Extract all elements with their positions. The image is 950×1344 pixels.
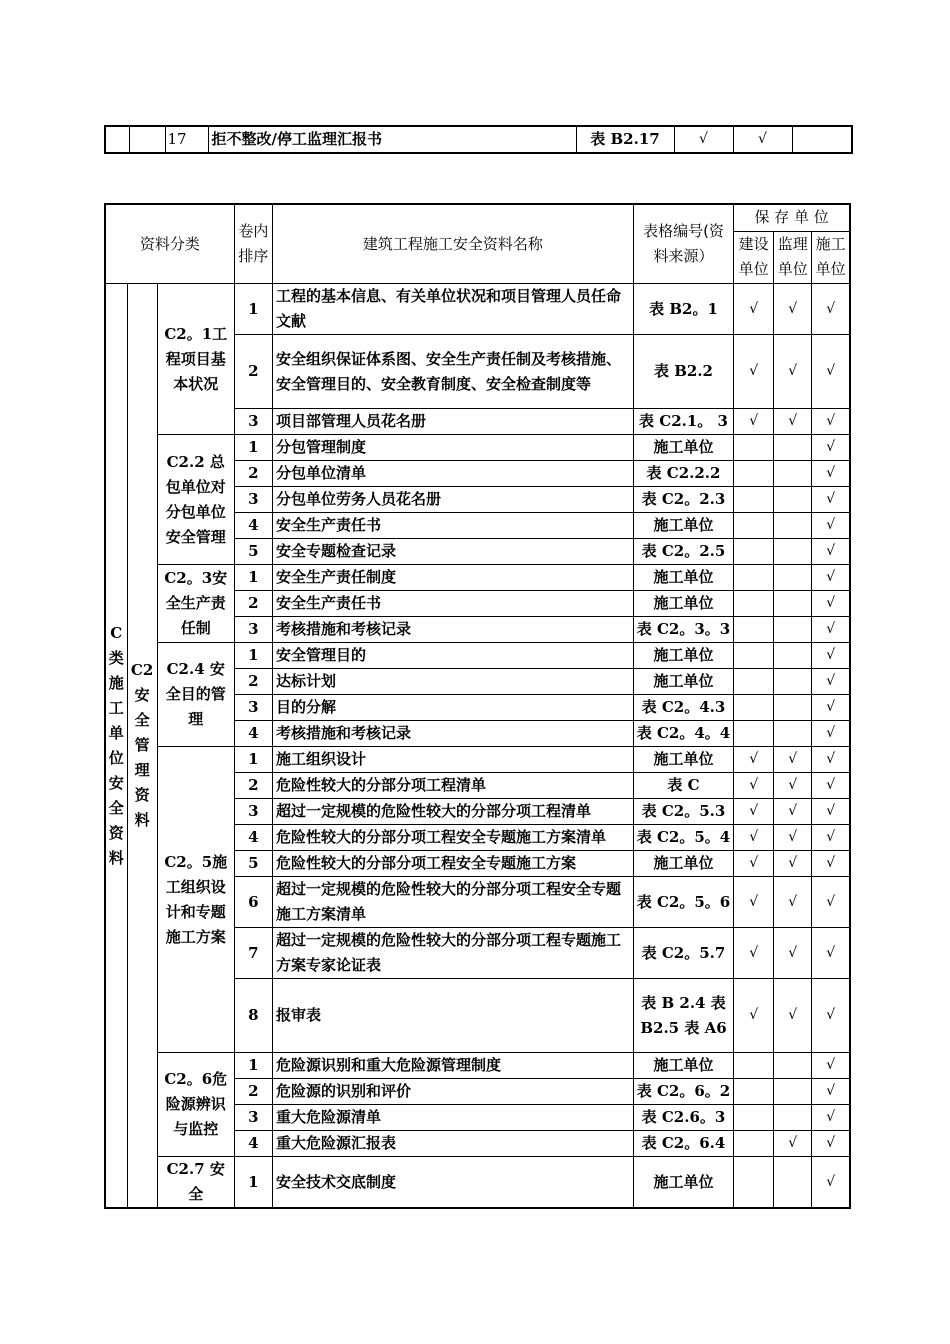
form-number: 表 B2.17: [576, 126, 674, 153]
check-contractor-unit: √: [812, 669, 850, 695]
document-name: 考核措施和考核记录: [272, 721, 633, 747]
check-contractor-unit: √: [812, 799, 850, 825]
document-name: 安全专题检查记录: [272, 539, 633, 565]
check-construction-unit: √: [734, 825, 774, 851]
form-number: 表 B2.2: [633, 335, 733, 409]
row-number: 5: [234, 539, 272, 565]
form-number: 施工单位: [633, 669, 733, 695]
top-continuation-table: [104, 125, 853, 154]
check-construction-unit: [734, 435, 774, 461]
check-supervision-unit: √: [774, 747, 812, 773]
row-number: 3: [234, 487, 272, 513]
group-title: C2.2 总包单位对分包单位安全管理: [157, 435, 234, 565]
check-construction-unit: [734, 1079, 774, 1105]
document-name: 工程的基本信息、有关单位状况和项目管理人员任命文献: [272, 284, 633, 335]
document-name: 拒不整改/停工监理汇报书: [208, 126, 576, 153]
check-contractor-unit: √: [812, 1131, 850, 1157]
check-supervision-unit: √: [774, 773, 812, 799]
class-c2-label: C2安全管理资料: [127, 284, 157, 1209]
check-supervision-unit: [774, 513, 812, 539]
row-number: 5: [234, 851, 272, 877]
header-order: 卷内排序: [234, 204, 272, 284]
check-contractor-unit: [792, 126, 852, 153]
document-name: 危险性较大的分部分项工程安全专题施工方案: [272, 851, 633, 877]
check-construction-unit: √: [734, 979, 774, 1053]
check-contractor-unit: √: [812, 773, 850, 799]
document-name: 施工组织设计: [272, 747, 633, 773]
document-name: 报审表: [272, 979, 633, 1053]
check-supervision-unit: √: [774, 825, 812, 851]
document-name: 项目部管理人员花名册: [272, 409, 633, 435]
row-number: 4: [234, 513, 272, 539]
form-number: 表 C2。5.3: [633, 799, 733, 825]
check-construction-unit: √: [734, 799, 774, 825]
header-form: 表格编号(资料来源）: [633, 204, 733, 284]
row-number: 2: [234, 461, 272, 487]
row-number: 1: [234, 435, 272, 461]
form-number: 施工单位: [633, 643, 733, 669]
table-row: [105, 643, 850, 669]
check-contractor-unit: √: [812, 1157, 850, 1209]
row-number: 3: [234, 695, 272, 721]
form-number: 施工单位: [633, 1157, 733, 1209]
form-number: 表 B2。1: [633, 284, 733, 335]
check-supervision-unit: √: [774, 877, 812, 928]
group-title: C2.4 安全目的管理: [157, 643, 234, 747]
document-name: 超过一定规模的危险性较大的分部分项工程安全专题施工方案清单: [272, 877, 633, 928]
check-contractor-unit: √: [812, 461, 850, 487]
row-number: 1: [234, 643, 272, 669]
header-keep-units: 保 存 单 位: [734, 204, 850, 231]
table-row: [105, 1053, 850, 1079]
document-name: 危险性较大的分部分项工程安全专题施工方案清单: [272, 825, 633, 851]
check-contractor-unit: √: [812, 487, 850, 513]
document-name: 安全技术交底制度: [272, 1157, 633, 1209]
check-supervision-unit: √: [774, 335, 812, 409]
document-name: 安全生产责任书: [272, 513, 633, 539]
header-unit-construction: 建设单位: [734, 231, 774, 283]
group-title: C2。1工程项目基本状况: [157, 284, 234, 435]
table-row: [105, 1157, 850, 1209]
form-number: 表 C: [633, 773, 733, 799]
check-supervision-unit: √: [774, 851, 812, 877]
row-number: 3: [234, 409, 272, 435]
check-construction-unit: [734, 721, 774, 747]
form-number: 表 C2。6.4: [633, 1131, 733, 1157]
row-number: 2: [234, 773, 272, 799]
table-row: [105, 435, 850, 461]
document-name: 安全组织保证体系图、安全生产责任制及考核措施、安全管理目的、安全教育制度、安全检查制度等: [272, 335, 633, 409]
check-contractor-unit: √: [812, 435, 850, 461]
header-unit-contractor: 施工单位: [812, 231, 850, 283]
check-supervision-unit: [774, 565, 812, 591]
row-number: 4: [234, 721, 272, 747]
check-contractor-unit: √: [812, 747, 850, 773]
check-construction-unit: [734, 669, 774, 695]
document-name: 超过一定规模的危险性较大的分部分项工程清单: [272, 799, 633, 825]
document-name: 分包单位劳务人员花名册: [272, 487, 633, 513]
document-name: 危险性较大的分部分项工程清单: [272, 773, 633, 799]
row-number: 3: [234, 799, 272, 825]
form-number: 施工单位: [633, 1053, 733, 1079]
check-contractor-unit: √: [812, 539, 850, 565]
document-name: 分包管理制度: [272, 435, 633, 461]
document-name: 达标计划: [272, 669, 633, 695]
check-construction-unit: √: [734, 877, 774, 928]
blank-cell: [105, 126, 129, 153]
check-construction-unit: [734, 1131, 774, 1157]
form-number: 表 C2。5.7: [633, 928, 733, 979]
check-supervision-unit: [774, 461, 812, 487]
safety-documents-table: [104, 203, 851, 1209]
check-construction-unit: √: [734, 851, 774, 877]
check-construction-unit: [734, 487, 774, 513]
check-contractor-unit: √: [812, 928, 850, 979]
check-construction-unit: √: [734, 928, 774, 979]
check-contractor-unit: √: [812, 565, 850, 591]
header-category: 资料分类: [105, 204, 234, 284]
check-supervision-unit: [774, 487, 812, 513]
document-name: 安全生产责任书: [272, 591, 633, 617]
header-unit-supervision: 监理单位: [774, 231, 812, 283]
blank-cell: [129, 126, 165, 153]
check-construction-unit: [734, 539, 774, 565]
row-number: 1: [234, 747, 272, 773]
check-supervision-unit: [774, 617, 812, 643]
check-supervision-unit: √: [774, 409, 812, 435]
form-number: 表 C2.2.2: [633, 461, 733, 487]
document-name: 安全生产责任制度: [272, 565, 633, 591]
table-row: [105, 126, 852, 153]
row-number: 2: [234, 591, 272, 617]
check-supervision-unit: √: [774, 284, 812, 335]
check-supervision-unit: √: [774, 979, 812, 1053]
check-construction-unit: √: [734, 747, 774, 773]
check-construction-unit: √: [734, 335, 774, 409]
document-name: 安全管理目的: [272, 643, 633, 669]
check-construction-unit: [734, 1157, 774, 1209]
check-construction-unit: [734, 643, 774, 669]
row-number: 17: [165, 126, 208, 153]
check-contractor-unit: √: [812, 335, 850, 409]
class-c-label: C类施工单位安全资料: [105, 284, 127, 1209]
check-supervision-unit: [774, 1157, 812, 1209]
form-number: 施工单位: [633, 565, 733, 591]
check-contractor-unit: √: [812, 643, 850, 669]
check-contractor-unit: √: [812, 695, 850, 721]
check-construction-unit: [734, 695, 774, 721]
row-number: 2: [234, 1079, 272, 1105]
check-contractor-unit: √: [812, 409, 850, 435]
check-contractor-unit: √: [812, 1053, 850, 1079]
check-supervision-unit: [774, 1105, 812, 1131]
row-number: 1: [234, 284, 272, 335]
group-title: C2。3安全生产责任制: [157, 565, 234, 643]
form-number: 表 C2。4。4: [633, 721, 733, 747]
check-construction-unit: √: [734, 284, 774, 335]
group-title: C2。6危险源辨识与监控: [157, 1053, 234, 1157]
check-contractor-unit: √: [812, 979, 850, 1053]
row-number: 3: [234, 1105, 272, 1131]
check-construction-unit: [734, 1053, 774, 1079]
check-construction-unit: [734, 591, 774, 617]
header-name: 建筑工程施工安全资料名称: [272, 204, 633, 284]
check-supervision-unit: [774, 721, 812, 747]
document-name: 考核措施和考核记录: [272, 617, 633, 643]
document-name: 危险源的识别和评价: [272, 1079, 633, 1105]
check-supervision-unit: √: [774, 799, 812, 825]
row-number: 2: [234, 335, 272, 409]
document-name: 目的分解: [272, 695, 633, 721]
form-number: 表 C2。5。6: [633, 877, 733, 928]
check-construction-unit: [734, 1105, 774, 1131]
check-construction-unit: [734, 565, 774, 591]
check-supervision-unit: [774, 643, 812, 669]
document-name: 重大危险源清单: [272, 1105, 633, 1131]
row-number: 7: [234, 928, 272, 979]
row-number: 6: [234, 877, 272, 928]
check-supervision-unit: [774, 1053, 812, 1079]
table-row: [105, 565, 850, 591]
check-construction-unit: [734, 461, 774, 487]
check-supervision-unit: √: [774, 1131, 812, 1157]
row-number: 8: [234, 979, 272, 1053]
row-number: 2: [234, 669, 272, 695]
document-name: 分包单位清单: [272, 461, 633, 487]
form-number: 表 C2。5。4: [633, 825, 733, 851]
check-supervision-unit: [774, 435, 812, 461]
table-row: [105, 284, 850, 335]
form-number: 表 C2。2.5: [633, 539, 733, 565]
row-number: 1: [234, 565, 272, 591]
check-contractor-unit: √: [812, 513, 850, 539]
form-number: 表 C2。6。2: [633, 1079, 733, 1105]
check-construction-unit: √: [734, 773, 774, 799]
check-construction-unit: [734, 617, 774, 643]
check-contractor-unit: √: [812, 591, 850, 617]
form-number: 施工单位: [633, 851, 733, 877]
row-number: 4: [234, 825, 272, 851]
check-supervision-unit: [774, 591, 812, 617]
form-number: 施工单位: [633, 747, 733, 773]
group-title: C2.7 安全: [157, 1157, 234, 1209]
group-title: C2。5施工组织设计和专题施工方案: [157, 747, 234, 1053]
document-name: 超过一定规模的危险性较大的分部分项工程专题施工方案专家论证表: [272, 928, 633, 979]
row-number: 1: [234, 1157, 272, 1209]
header-row: [105, 204, 850, 231]
form-number: 表 C2.1。 3: [633, 409, 733, 435]
check-contractor-unit: √: [812, 877, 850, 928]
check-construction-unit: √: [674, 126, 733, 153]
check-supervision-unit: √: [733, 126, 792, 153]
check-construction-unit: √: [734, 409, 774, 435]
row-number: 4: [234, 1131, 272, 1157]
check-contractor-unit: √: [812, 825, 850, 851]
check-supervision-unit: [774, 669, 812, 695]
form-number: 施工单位: [633, 435, 733, 461]
check-contractor-unit: √: [812, 1079, 850, 1105]
check-supervision-unit: [774, 539, 812, 565]
check-supervision-unit: [774, 695, 812, 721]
check-supervision-unit: [774, 1079, 812, 1105]
form-number: 表 B 2.4 表 B2.5 表 A6: [633, 979, 733, 1053]
check-contractor-unit: √: [812, 617, 850, 643]
check-contractor-unit: √: [812, 284, 850, 335]
row-number: 3: [234, 617, 272, 643]
check-construction-unit: [734, 513, 774, 539]
form-number: 施工单位: [633, 513, 733, 539]
document-name: 危险源识别和重大危险源管理制度: [272, 1053, 633, 1079]
form-number: 表 C2.6。3: [633, 1105, 733, 1131]
check-supervision-unit: √: [774, 928, 812, 979]
check-contractor-unit: √: [812, 851, 850, 877]
check-contractor-unit: √: [812, 721, 850, 747]
document-name: 重大危险源汇报表: [272, 1131, 633, 1157]
form-number: 表 C2。3。3: [633, 617, 733, 643]
row-number: 1: [234, 1053, 272, 1079]
check-contractor-unit: √: [812, 1105, 850, 1131]
table-row: [105, 747, 850, 773]
form-number: 表 C2。4.3: [633, 695, 733, 721]
form-number: 表 C2。2.3: [633, 487, 733, 513]
form-number: 施工单位: [633, 591, 733, 617]
